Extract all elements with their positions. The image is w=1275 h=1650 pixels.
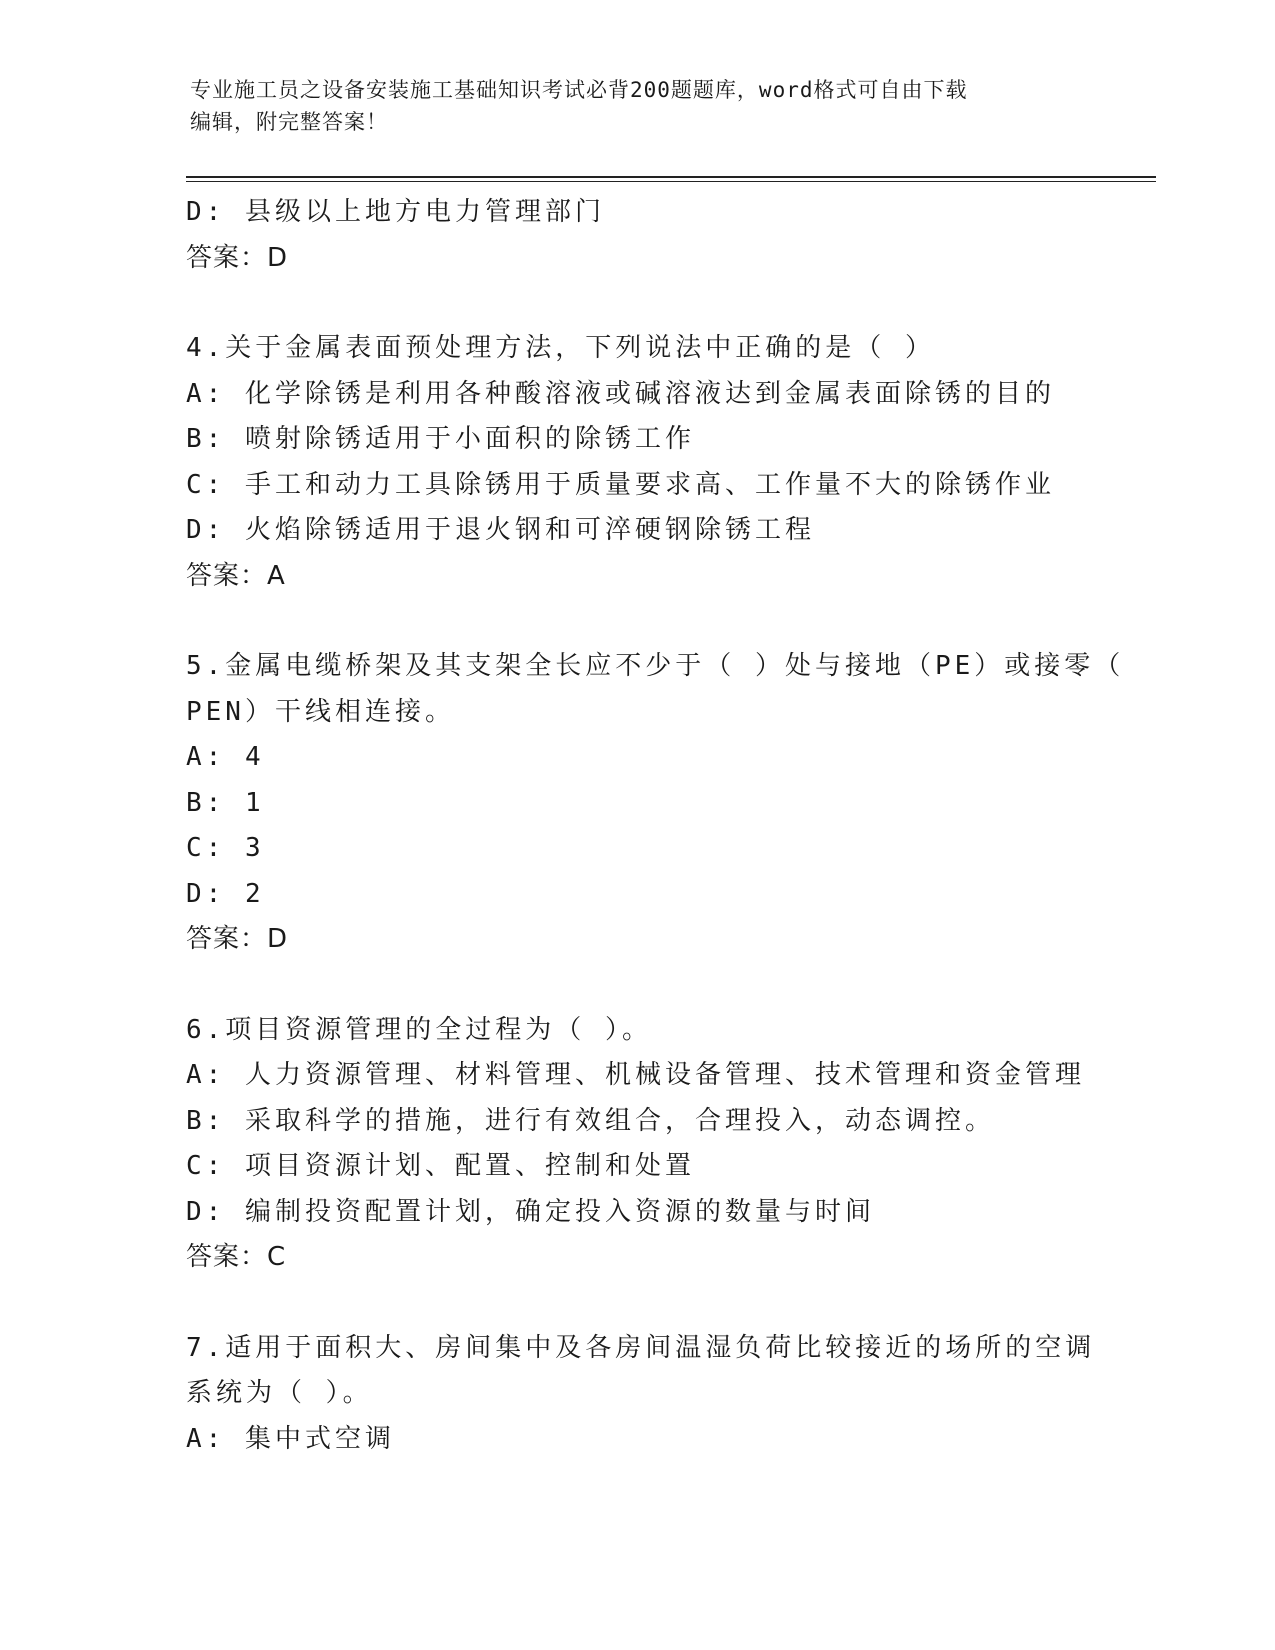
option-a: A: 集中式空调 bbox=[186, 1423, 395, 1454]
document-header bbox=[190, 74, 1090, 138]
option-b: B: 1 bbox=[186, 787, 265, 818]
question-stem: 6.项目资源管理的全过程为（ ）。 bbox=[186, 1014, 652, 1045]
question-6 bbox=[186, 1008, 1146, 1281]
question-3 bbox=[186, 190, 1146, 281]
option-d: D: 县级以上地方电力管理部门 bbox=[186, 197, 605, 227]
option-d: D: 火焰除锈适用于退火钢和可淬硬钢除锈工程 bbox=[186, 515, 815, 545]
question-stem-line-1: 5.金属电缆桥架及其支架全长应不少于（ ）处与接地（PE）或接零（ bbox=[186, 651, 1125, 681]
question-4 bbox=[186, 326, 1146, 599]
option-b: B: 采取科学的措施，进行有效组合，合理投入，动态调控。 bbox=[186, 1105, 995, 1136]
answer: 答案：C bbox=[186, 1242, 287, 1272]
answer: 答案：D bbox=[186, 242, 289, 273]
option-d: D: 2 bbox=[186, 878, 265, 909]
option-c: C: 项目资源计划、配置、控制和处置 bbox=[186, 1151, 695, 1181]
question-stem-line-2: 系统为（ ）。 bbox=[186, 1378, 373, 1408]
question-stem-line-1: 7.适用于面积大、房间集中及各房间温湿负荷比较接近的场所的空调 bbox=[186, 1332, 1096, 1363]
header-divider-thick bbox=[186, 176, 1156, 178]
question-list bbox=[186, 190, 1146, 1462]
question-stem: 4.关于金属表面预处理方法，下列说法中正确的是（ ） bbox=[186, 333, 935, 363]
option-d: D: 编制投资配置计划，确定投入资源的数量与时间 bbox=[186, 1196, 875, 1227]
question-stem-line-2: PEN）干线相连接。 bbox=[186, 696, 455, 727]
header-divider-thin bbox=[186, 181, 1156, 182]
answer: 答案：D bbox=[186, 924, 289, 954]
header-title-line-1: 专业施工员之设备安装施工基础知识考试必背200题题库，word格式可自由下载 bbox=[190, 78, 968, 102]
header-title-line-2: 编辑，附完整答案！ bbox=[190, 110, 388, 134]
option-b: B: 喷射除锈适用于小面积的除锈工作 bbox=[186, 424, 695, 454]
option-c: C: 3 bbox=[186, 833, 265, 863]
option-a: A: 化学除锈是利用各种酸溶液或碱溶液达到金属表面除锈的目的 bbox=[186, 378, 1055, 409]
option-c: C: 手工和动力工具除锈用于质量要求高、工作量不大的除锈作业 bbox=[186, 469, 1055, 500]
option-a: A: 人力资源管理、材料管理、机械设备管理、技术管理和资金管理 bbox=[186, 1060, 1085, 1090]
option-a: A: 4 bbox=[186, 742, 265, 772]
question-5 bbox=[186, 644, 1146, 963]
question-7 bbox=[186, 1326, 1146, 1463]
answer: 答案：A bbox=[186, 560, 286, 591]
